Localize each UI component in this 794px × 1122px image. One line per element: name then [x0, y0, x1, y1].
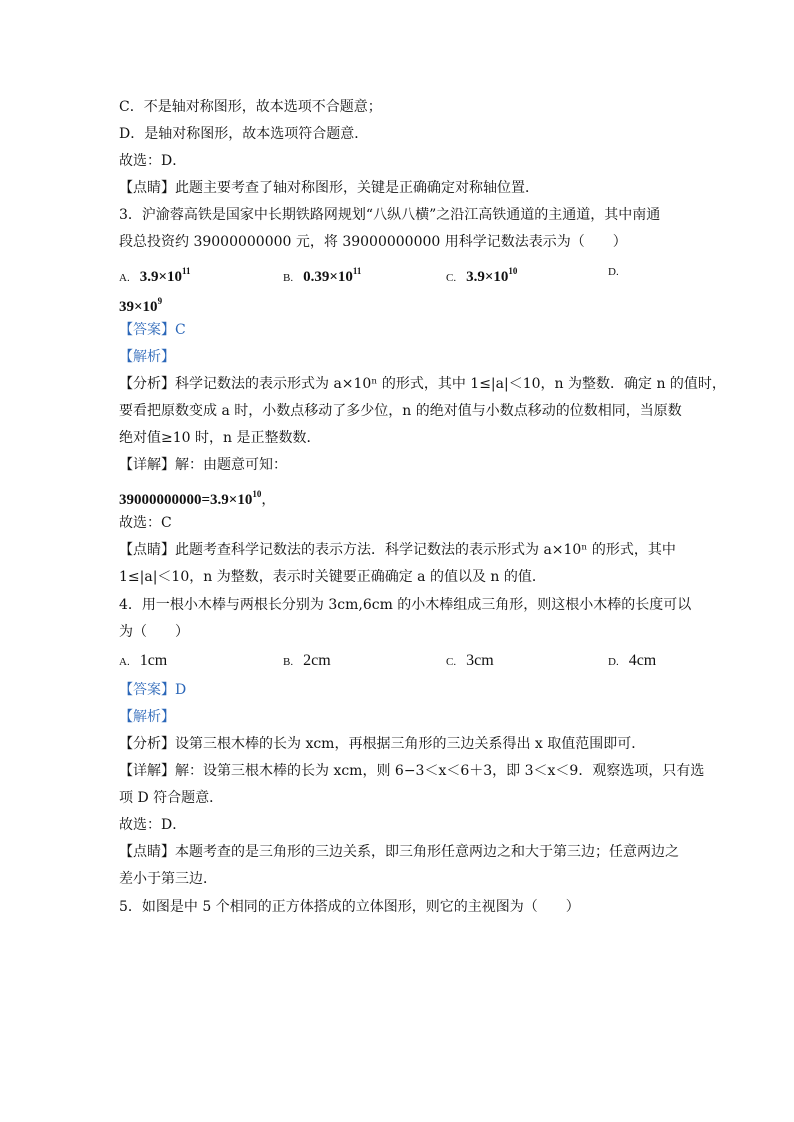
analysis-subtag: 【分析】	[119, 736, 175, 752]
analysis-tag: 【解析】	[119, 709, 175, 725]
analysis-subtag: 【分析】	[119, 376, 175, 392]
q3-option-b	[283, 260, 362, 285]
option-value: $0.39\times 10^{11}$	[303, 266, 362, 285]
answer-tag: 【答案】	[119, 682, 175, 698]
comment-tag: 【点睛】	[119, 844, 175, 860]
option-label: A.	[119, 272, 130, 284]
question-4-stem: 4．用一根小木棒与两根长分别为 3cm,6cm 的小木棒组成三角形，则这根小木棒的长度可以	[119, 597, 692, 613]
text-line: C．不是轴对称图形，故本选项不合题意；	[119, 99, 382, 115]
solution-line: 项 D 符合题意．	[119, 790, 224, 806]
comment-line: 差小于第三边．	[119, 871, 217, 887]
analysis-line: 【分析】设第三根木棒的长为 xcm，再根据三角形的三边关系得出 x 取值范围即可．	[119, 736, 646, 752]
text-line: D．是轴对称图形，故本选项符合题意．	[119, 126, 369, 142]
option-value: 2cm	[303, 652, 331, 669]
option-value: $3.9\times 10^{11}$	[139, 266, 191, 285]
comment-line: 1≤|a|＜10，n 为整数，表示时关键要正确确定 a 的值以及 n 的值．	[119, 569, 546, 585]
text-line: 故选：D．	[119, 153, 187, 169]
q4-option-a	[119, 650, 167, 672]
answer-line	[119, 320, 186, 340]
option-label: C.	[446, 272, 457, 284]
q4-option-c	[446, 650, 494, 672]
analysis-line: 【分析】科学记数法的表示形式为 a×10ⁿ 的形式，其中 1≤|a|＜10，n 为整数．确定 n 的值时，	[119, 376, 726, 392]
q3-option-d	[608, 260, 619, 282]
choose-line: 故选：D．	[119, 817, 187, 833]
q4-option-b	[283, 650, 331, 672]
q3-option-d-value: $39\times 10^9$	[119, 296, 163, 315]
question-5-stem: 5．如图是中 5 个相同的正方体搭成的立体图形，则它的主视图为（ ）	[119, 899, 580, 915]
answer-value: D	[175, 682, 187, 698]
option-label: A.	[119, 656, 130, 668]
comment-tag: 【点睛】	[119, 180, 175, 196]
solution-tag: 【详解】	[119, 457, 175, 473]
option-label: B.	[283, 272, 294, 284]
comment-tag: 【点睛】	[119, 542, 175, 558]
question-3-stem: 段总投资约 39000000000 元，将 39000000000 用科学记数法表示为（ ）	[119, 234, 627, 250]
option-label: D.	[608, 266, 619, 278]
comment-line	[119, 178, 539, 198]
equation-line: $39000000000=3.9\times 10^{10}$，	[119, 489, 276, 508]
option-value: 1cm	[139, 652, 168, 669]
option-label: C.	[446, 656, 457, 668]
question-4-stem: 为（ ）	[119, 624, 189, 640]
solution-line: 【详解】解：设第三根木棒的长为 xcm，则 6−3＜x＜6＋3，即 3＜x＜9．观察选项，只有选	[119, 763, 705, 779]
solution-line: 【详解】解：由题意可知：	[119, 457, 287, 473]
choose-line: 故选：C	[119, 515, 172, 531]
analysis-line: 绝对值≥10 时，n 是正整数数．	[119, 430, 321, 446]
analysis-line: 要看把原数变成 a 时，小数点移动了多少位，n 的绝对值与小数点移动的位数相同，当原数	[119, 403, 682, 419]
analysis-tag: 【解析】	[119, 349, 175, 365]
answer-line	[119, 680, 186, 700]
option-label: D.	[608, 656, 619, 668]
comment-text: 此题主要考查了轴对称图形，关键是正确确定对称轴位置．	[175, 180, 539, 196]
q3-option-c	[446, 260, 518, 285]
comment-line: 【点睛】本题考查的是三角形的三边关系，即三角形任意两边之和大于第三边；任意两边之	[119, 844, 679, 860]
solution-tag: 【详解】	[119, 763, 175, 779]
answer-tag: 【答案】	[119, 322, 175, 338]
q3-option-a	[119, 260, 191, 285]
option-value: $3.9\times 10^{10}$	[466, 266, 518, 285]
option-value: 3cm	[466, 652, 494, 669]
option-value: 4cm	[628, 652, 657, 669]
option-label: B.	[283, 656, 294, 668]
answer-value: C	[175, 322, 186, 338]
question-3-stem: 3．沪渝蓉高铁是国家中长期铁路网规划“八纵八横”之沿江高铁通道的主通道，其中南通	[119, 207, 661, 223]
q4-option-d	[608, 650, 656, 672]
comment-line: 【点睛】此题考查科学记数法的表示方法．科学记数法的表示形式为 a×10ⁿ 的形式，其中	[119, 542, 676, 558]
